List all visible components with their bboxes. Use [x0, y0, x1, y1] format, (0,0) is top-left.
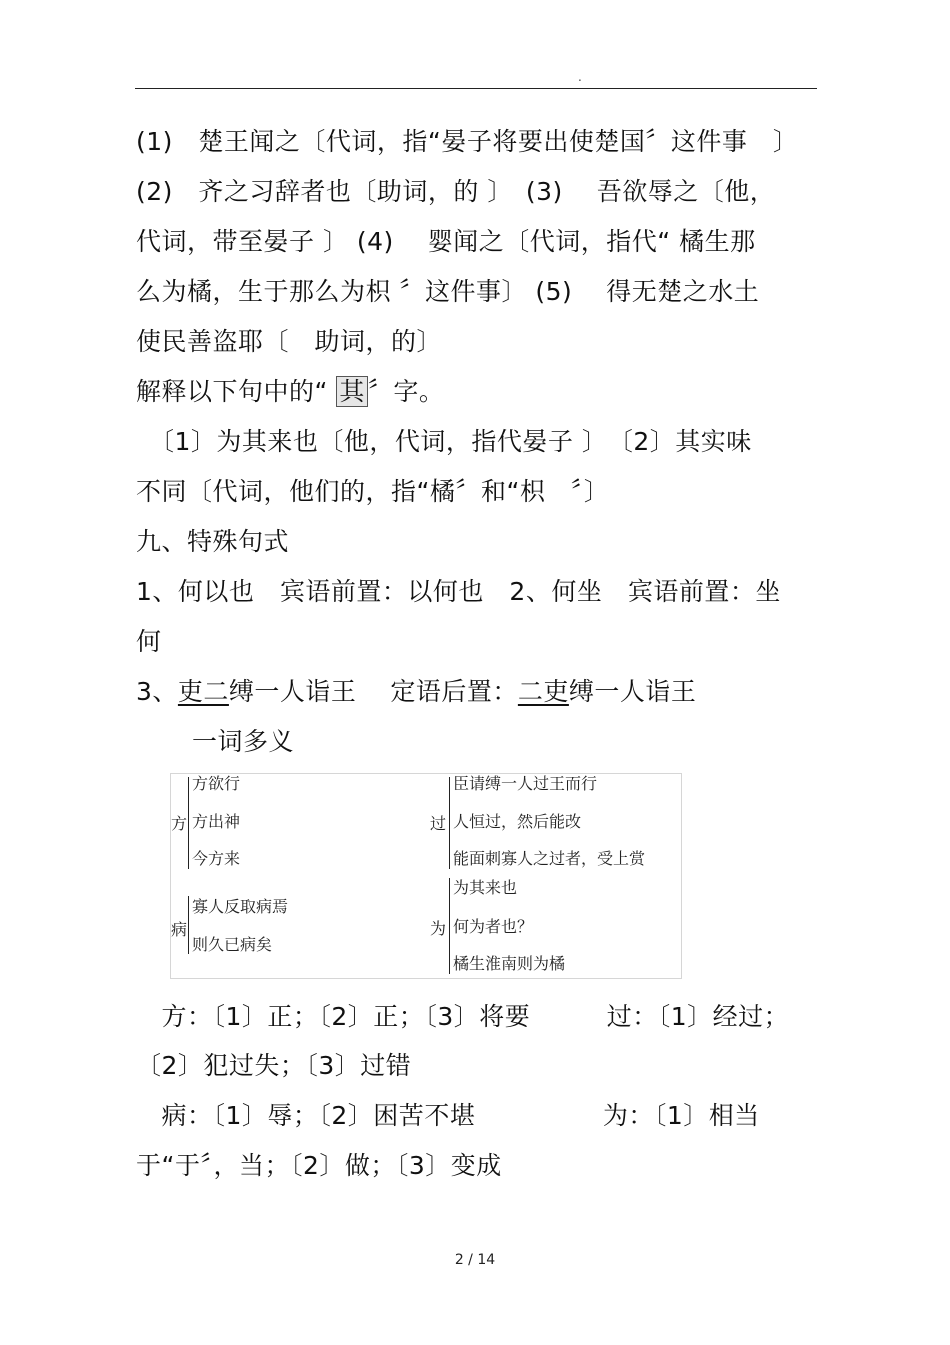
text-line: (2) 齐之习辞者也〔助词，的 〕 (3) 吾欲辱之〔他， [136, 177, 776, 206]
item-guo: 臣请缚一人过王而行 [453, 774, 598, 793]
text-line: 代词，带至晏子 〕 (4) 婴闻之〔代词，指代“ 橘生那 [136, 227, 756, 256]
line-prefix: 3、 [136, 677, 178, 706]
text-line: 么为橘，生于那么为枳 〞这件事〕 (5) 得无楚之水土 [136, 277, 760, 306]
postposition-line [136, 676, 696, 708]
meaning-line: 于“于〞，当；〔2〕做；〔3〕变成 [136, 1151, 502, 1180]
explain-line [136, 376, 444, 408]
section-title: 一词多义 [192, 727, 295, 756]
brace-bing [188, 896, 189, 954]
item-wei: 何为者也？ [453, 917, 534, 936]
header-mark: . [578, 70, 582, 84]
item-wei: 为其来也 [453, 878, 518, 897]
meaning-line: 方：〔1〕正；〔2〕正；〔3〕将要 过：〔1〕经过； [136, 1002, 790, 1031]
text-line: 1、何以也 宾语前置：以何也 2、何坐 宾语前置：坐 [136, 577, 781, 606]
head-wei: 为 [430, 919, 447, 938]
text-line: 何 [136, 627, 162, 656]
item-wei: 橘生淮南则为橘 [453, 954, 566, 973]
head-bing: 病 [171, 920, 188, 939]
section-heading: 九、特殊句式 [136, 527, 290, 556]
explain-before: 解释以下句中的“ [136, 377, 337, 406]
meaning-line: 〔2〕犯过失；〔3〕过错 [136, 1051, 412, 1080]
item-bing: 寡人反取病焉 [192, 897, 289, 916]
polysemy-table [170, 773, 682, 979]
underlined-phrase: 吏二 [177, 677, 229, 706]
brace-fang [188, 777, 189, 869]
head-guo: 过 [430, 814, 447, 833]
head-fang: 方 [171, 814, 188, 833]
item-fang: 今方来 [192, 849, 241, 868]
page-number: 2 / 14 [454, 1252, 496, 1268]
line-middle: 缚一人诣王 定语后置： [228, 677, 518, 706]
text-line: 使民善盗耶〔 助词，的〕 [136, 327, 443, 356]
meaning-line: 病：〔1〕辱；〔2〕困苦不堪 为：〔1〕相当 [136, 1101, 760, 1130]
underlined-phrase: 二吏 [517, 677, 569, 706]
text-line: 不同〔代词，他们的，指“橘〞和“枳 〞〕 [136, 477, 610, 506]
brace-guo [449, 777, 450, 869]
text-line: (1) 楚王闻之〔代词，指“晏子将要出使楚国〞这件事 〕 [136, 127, 799, 156]
line-suffix: 缚一人诣王 [568, 677, 697, 706]
boxed-character: 其 [336, 376, 368, 407]
text-line: 〔1〕为其来也〔他，代词，指代晏子 〕 〔2〕其实味 [136, 427, 752, 456]
item-guo: 能面刺寡人之过者，受上赏 [453, 849, 646, 868]
item-fang: 方欲行 [192, 774, 241, 793]
item-guo: 人恒过，然后能改 [453, 812, 582, 831]
item-fang: 方出神 [192, 812, 241, 831]
brace-wei [449, 878, 450, 974]
explain-after: 〞字。 [367, 377, 445, 406]
item-bing: 则久已病矣 [192, 935, 273, 954]
header-rule [135, 88, 817, 89]
